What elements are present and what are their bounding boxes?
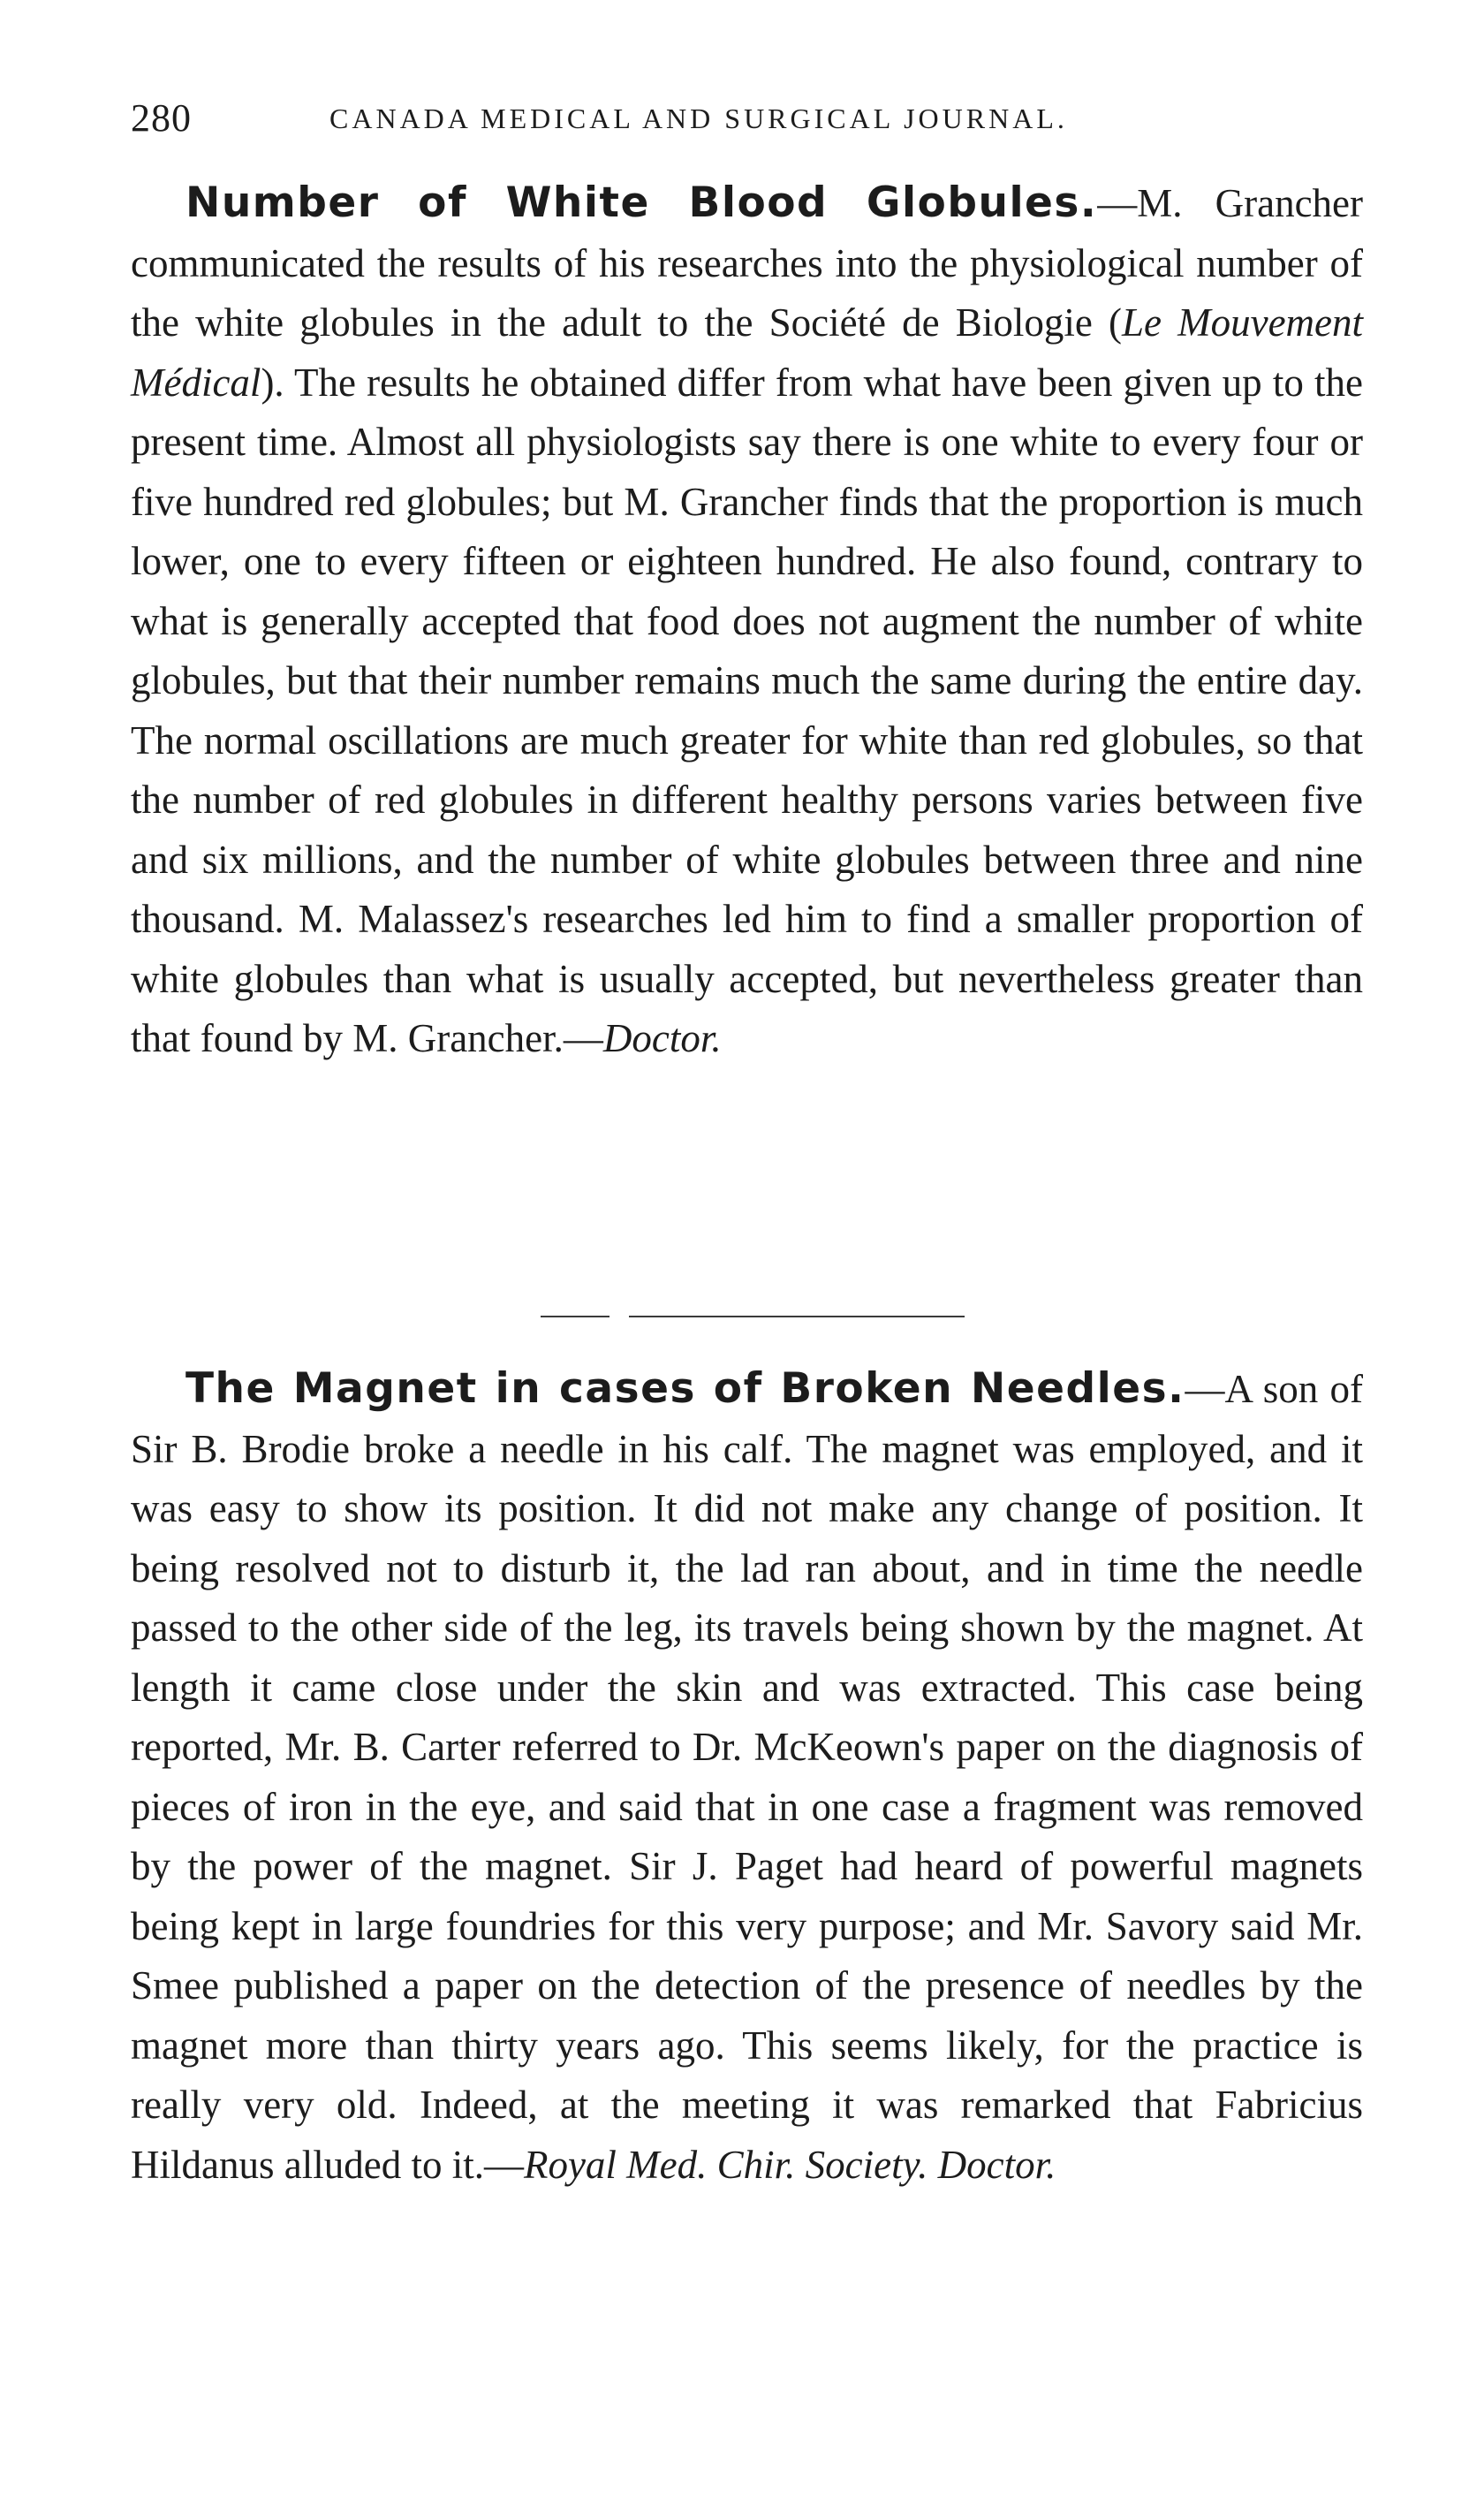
running-head [131, 95, 1367, 148]
journal-title: CANADA MEDICAL AND SURGICAL JOURNAL. [329, 102, 1068, 134]
article-source: Doctor. [602, 1016, 722, 1060]
article-body: —A son of Sir B. Brodie broke a needle in his calf. The magnet was employed, and it was easy to show its position. It did not make any change of position. It being resolved not to disturb it, the lad ran about, and in time the needle passed to the other side of the leg, its travels being shown by the magnet. At length it came close under the skin and was extracted. This case being reported, Mr. B. Carter referred to Dr. McKeown's paper on the diagnosis of pieces of iron in the eye, and said that in one case a fragment was removed by the power of the magnet. Sir J. Paget had heard of powerful magnets being kept in large foundries for this very purpose; and Mr. Savory said Mr. Smee published a paper on the detection of the presence of needles by the magnet more than thirty years ago. This seems likely, for the practice is really very old. Indeed, at the meeting it was remarked that Fabricius Hildanus alluded to it.— [131, 1367, 1364, 2187]
article-source: Royal Med. Chir. Society. Doctor. [523, 2142, 1056, 2187]
article-paragraph [131, 173, 1363, 1069]
article-body: —M. Grancher communicated the results of his researches into the physiological number of the white globules in the adult to the Société de Biologie ( [131, 181, 1364, 345]
page-number: 280 [131, 96, 192, 140]
article-headline: Number of White Blood Globules. [186, 178, 1098, 227]
article-headline: The Magnet in cases of Broken Needles. [186, 1364, 1185, 1413]
section-divider [541, 1316, 965, 1317]
article-paragraph [131, 1359, 1363, 2195]
cited-publication: Le Mouvement Médical [131, 300, 1364, 405]
article-magnet-broken-needles [131, 1359, 1363, 2195]
article-body-continued: ). The results he obtained differ from what have been given up to the present time. Almost all physiologists say there is one white to every four or five hundred red globules; but M. Grancher finds that the proportion is much lower, one to every fifteen or eighteen hundred. He also found, contrary to what is generally accepted that food does not augment the number of white globules, but that their number remains much the same during the entire day. The normal oscillations are much greater for white than red globules, so that the number of red globules in different healthy persons varies between five and six millions, and the number of white globules between three and nine thousand. M. Malassez's researches led him to find a smaller proportion of white globules than what is usually accepted, but nevertheless greater than that found by M. Grancher.— [131, 360, 1363, 1060]
article-white-blood-globules [131, 173, 1363, 1069]
